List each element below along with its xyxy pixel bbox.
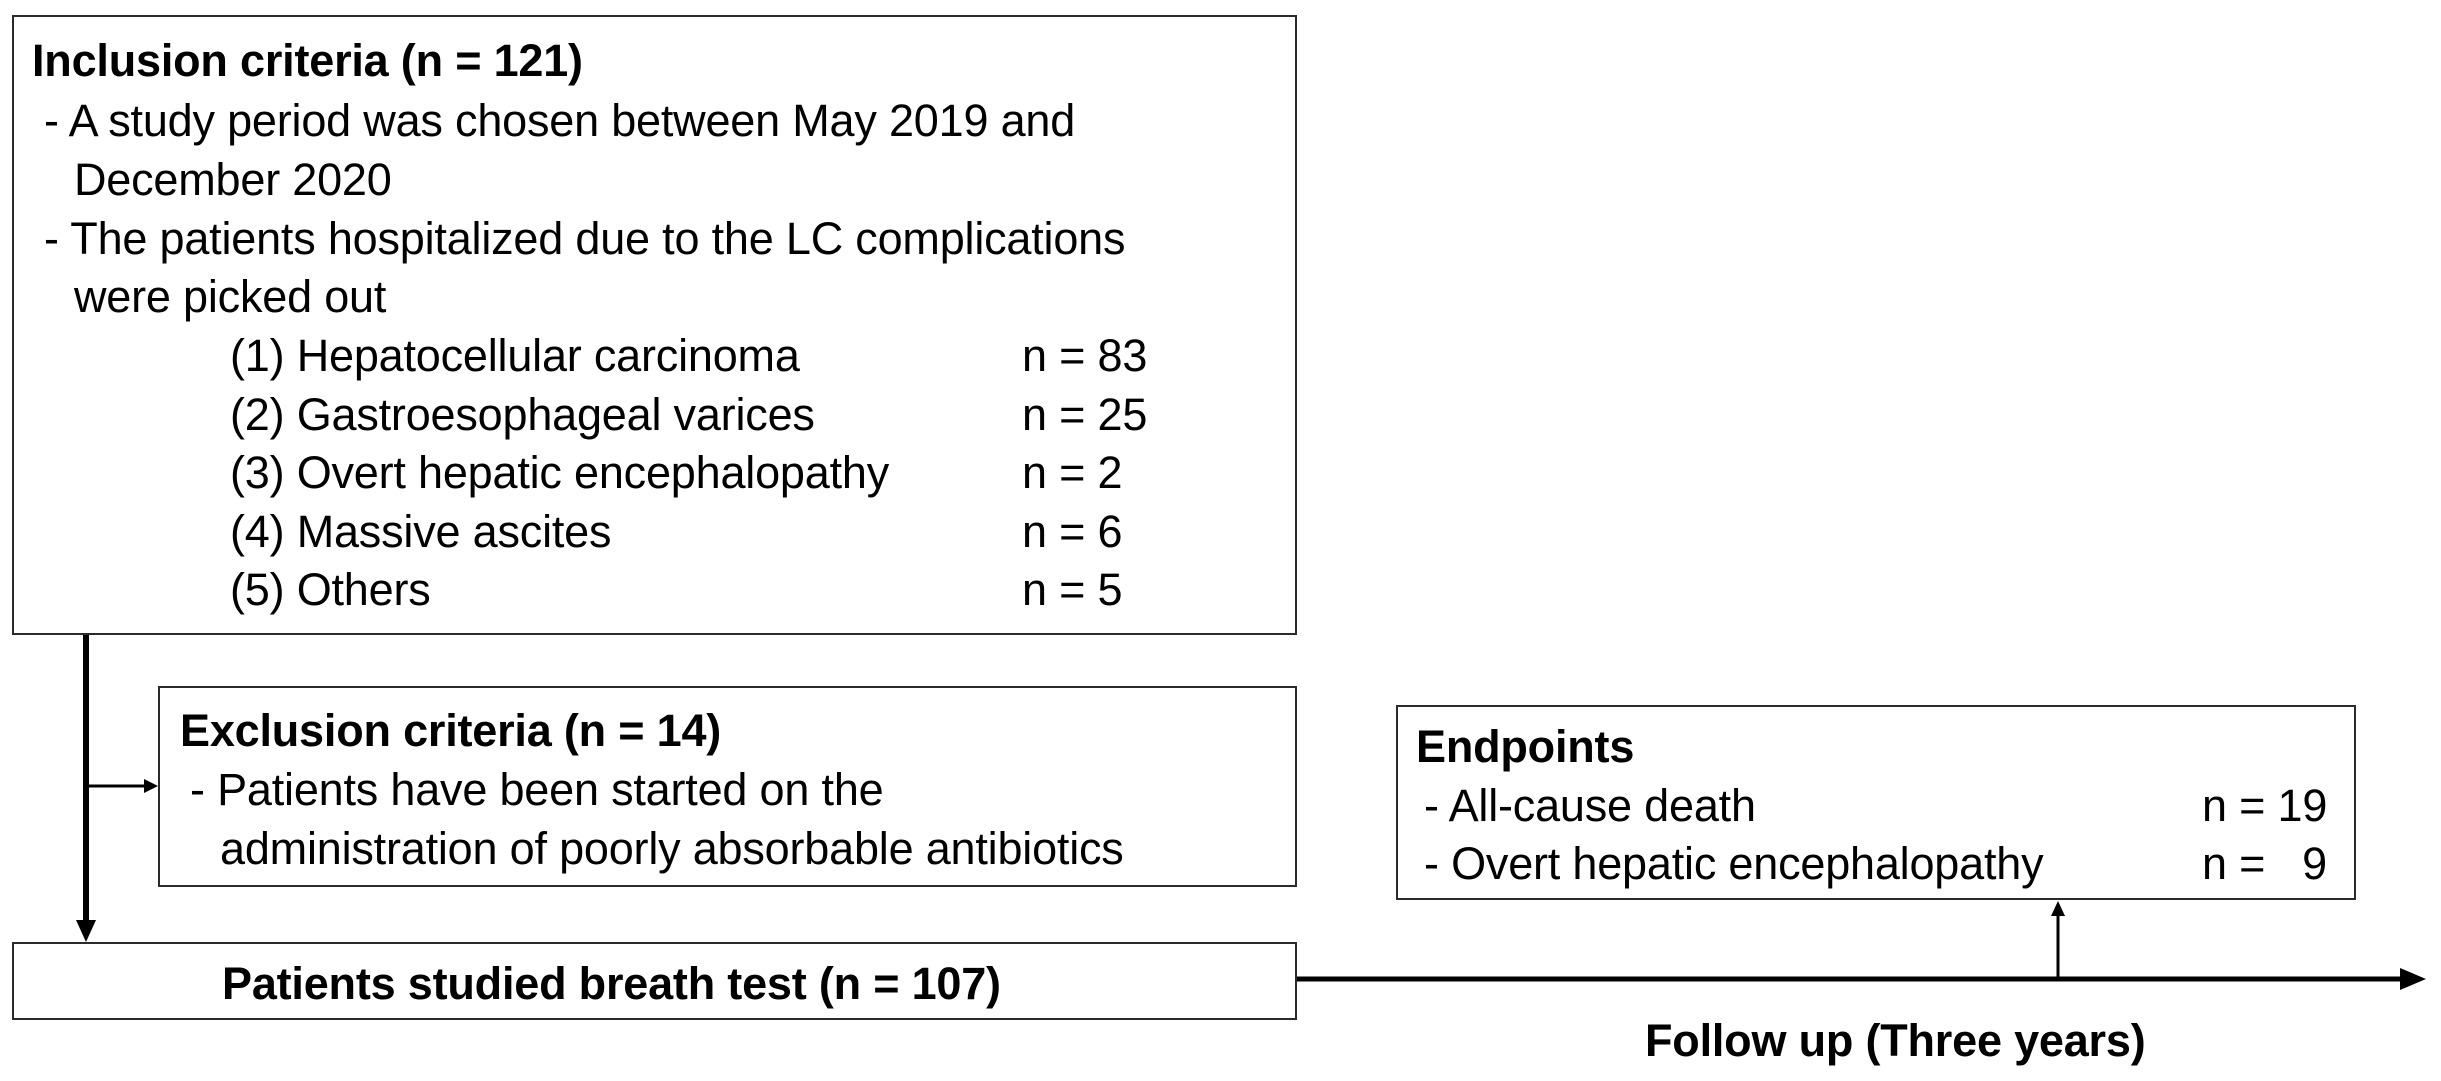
endpoint-count-1: n = 19 xyxy=(2202,780,2328,831)
complication-count-2: n = 25 xyxy=(1022,389,1148,440)
complication-count-5: n = 5 xyxy=(1022,564,1123,615)
complication-count-3: n = 2 xyxy=(1022,447,1123,498)
inclusion-patients-line-cont: were picked out xyxy=(74,271,387,322)
exclusion-branch-arrowhead xyxy=(144,779,158,793)
complication-count-1: n = 83 xyxy=(1022,330,1148,381)
exclusion-criteria-title: Exclusion criteria (n = 14) xyxy=(180,705,722,756)
main-flow-arrowhead xyxy=(76,920,96,942)
exclusion-criteria-line-cont: administration of poorly absorbable antibiotics xyxy=(220,823,1124,874)
complication-label-1: (1) Hepatocellular carcinoma xyxy=(230,330,800,381)
endpoint-count-2: n = 9 xyxy=(2202,838,2327,889)
inclusion-study-period-line: - A study period was chosen between May 2019 and xyxy=(44,95,1076,146)
inclusion-study-period-line-cont: December 2020 xyxy=(74,154,392,205)
complication-label-5: (5) Others xyxy=(230,564,431,615)
endpoints-arrowhead xyxy=(2051,901,2065,916)
complication-label-4: (4) Massive ascites xyxy=(230,506,612,557)
inclusion-criteria-title: Inclusion criteria (n = 121) xyxy=(32,35,583,86)
complication-count-4: n = 6 xyxy=(1022,506,1123,557)
follow-up-arrowhead xyxy=(2400,968,2426,990)
endpoint-label-1: - All-cause death xyxy=(1424,780,1756,831)
inclusion-patients-line: - The patients hospitalized due to the LC complications xyxy=(44,213,1126,264)
endpoints-title: Endpoints xyxy=(1416,721,1635,772)
endpoint-label-2: - Overt hepatic encephalopathy xyxy=(1424,838,2044,889)
follow-up-label: Follow up (Three years) xyxy=(1645,1015,2146,1066)
patients-studied-label: Patients studied breath test (n = 107) xyxy=(222,958,1001,1009)
complication-label-3: (3) Overt hepatic encephalopathy xyxy=(230,447,889,498)
complication-label-2: (2) Gastroesophageal varices xyxy=(230,389,815,440)
exclusion-criteria-line: - Patients have been started on the xyxy=(190,764,884,815)
